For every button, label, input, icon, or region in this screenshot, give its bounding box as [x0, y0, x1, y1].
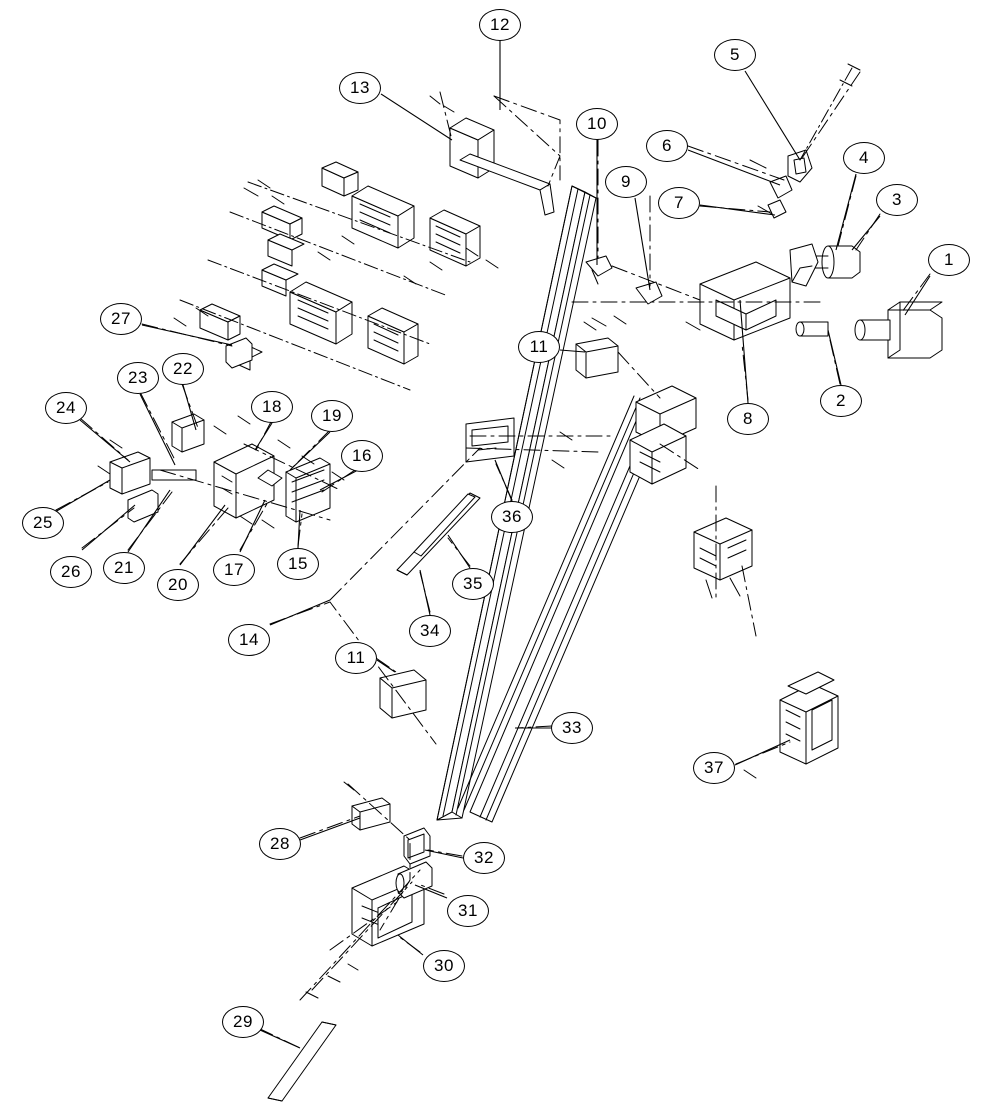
balloon-1[interactable]: 1 [928, 244, 970, 276]
balloon-4[interactable]: 4 [843, 142, 885, 174]
balloon-34[interactable]: 34 [409, 615, 451, 647]
balloon-3[interactable]: 3 [876, 184, 918, 216]
balloon-15[interactable]: 15 [277, 548, 319, 580]
balloon-19[interactable]: 19 [311, 400, 353, 432]
balloon-32[interactable]: 32 [463, 842, 505, 874]
balloon-12[interactable]: 12 [479, 9, 521, 41]
balloon-11-upper[interactable]: 11 [518, 331, 560, 363]
balloon-37[interactable]: 37 [693, 752, 735, 784]
balloon-30[interactable]: 30 [423, 950, 465, 982]
balloon-24[interactable]: 24 [45, 392, 87, 424]
balloon-26[interactable]: 26 [50, 556, 92, 588]
balloon-36[interactable]: 36 [491, 501, 533, 533]
balloon-27[interactable]: 27 [100, 303, 142, 335]
balloon-20[interactable]: 20 [157, 569, 199, 601]
balloon-7[interactable]: 7 [658, 187, 700, 219]
balloon-16[interactable]: 16 [341, 440, 383, 472]
balloon-21[interactable]: 21 [103, 552, 145, 584]
balloon-18[interactable]: 18 [251, 391, 293, 423]
balloon-11-lower[interactable]: 11 [335, 642, 377, 674]
balloon-28[interactable]: 28 [259, 828, 301, 860]
balloon-13[interactable]: 13 [339, 72, 381, 104]
balloon-2[interactable]: 2 [820, 385, 862, 417]
balloon-5[interactable]: 5 [714, 39, 756, 71]
balloon-29[interactable]: 29 [222, 1006, 264, 1038]
balloon-33[interactable]: 33 [551, 712, 593, 744]
balloon-6[interactable]: 6 [646, 130, 688, 162]
balloon-23[interactable]: 23 [117, 362, 159, 394]
balloon-9[interactable]: 9 [605, 166, 647, 198]
balloon-14[interactable]: 14 [228, 624, 270, 656]
balloon-22[interactable]: 22 [162, 353, 204, 385]
balloon-10[interactable]: 10 [576, 108, 618, 140]
balloon-17[interactable]: 17 [213, 554, 255, 586]
balloon-31[interactable]: 31 [447, 895, 489, 927]
balloon-25[interactable]: 25 [22, 507, 64, 539]
balloon-35[interactable]: 35 [452, 568, 494, 600]
balloon-8[interactable]: 8 [727, 403, 769, 435]
